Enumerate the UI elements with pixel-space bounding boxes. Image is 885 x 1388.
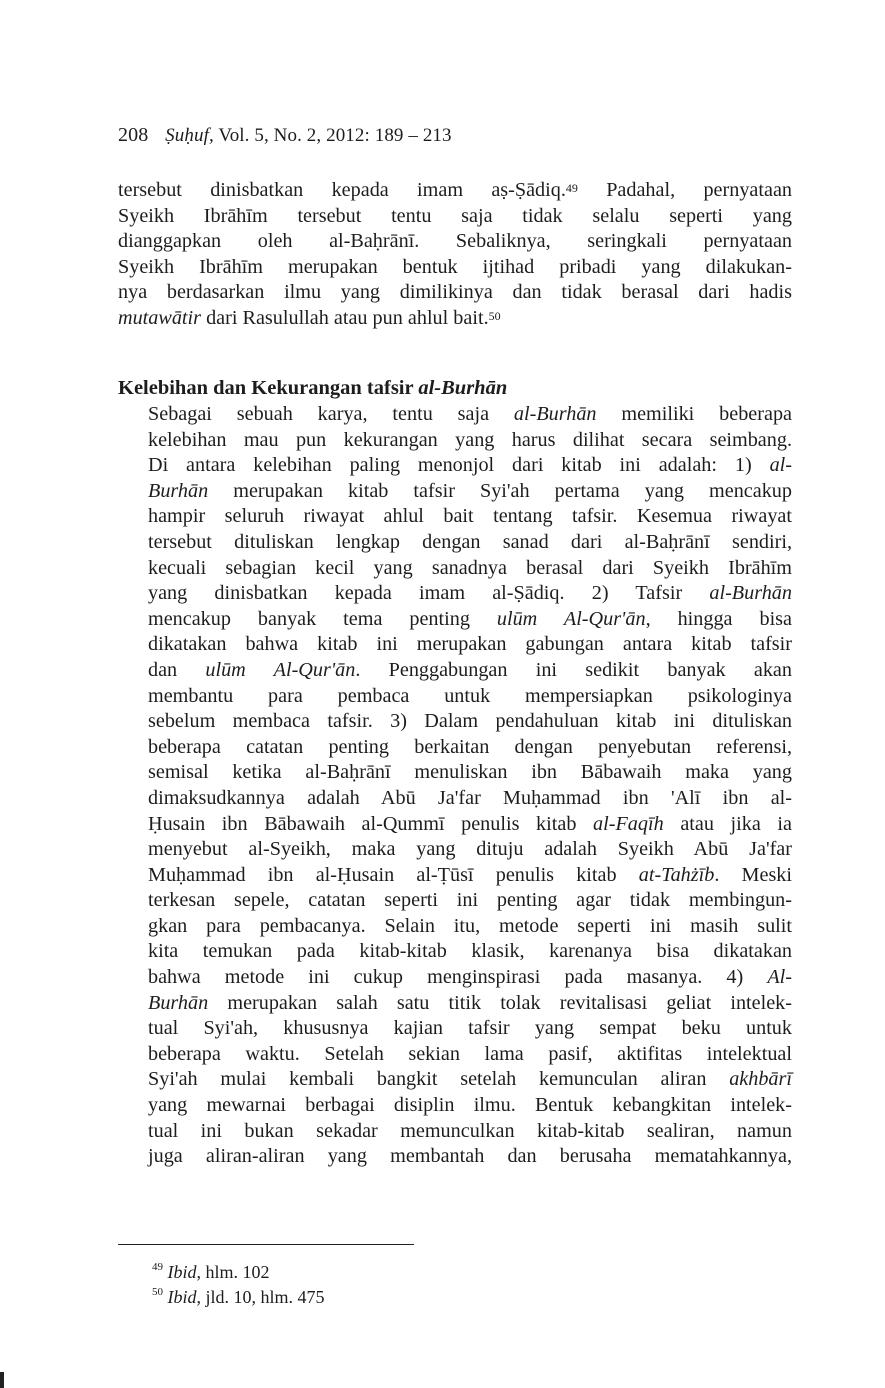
text-line: Sebagai sebuah karya, tentu saja al-Burhān memiliki beberapa [148, 403, 792, 425]
text-line: dianggapkan oleh al-Baḥrānī. Sebaliknya, seringkali pernyataan [118, 230, 792, 253]
journal-name: Ṣuḥuf, [165, 125, 214, 146]
text-line: mencakup banyak tema penting ulūm Al-Qur'ān, hingga bisa [148, 607, 792, 630]
text-line: Syeikh Ibrāhīm merupakan bentuk ijtihad pribadi yang dilakukan- [118, 255, 792, 278]
running-header [118, 124, 452, 147]
footnote-49: $^{49}$ Ibid, hlm. 102 [152, 1261, 270, 1282]
text-line: gkan para pembacanya. Selain itu, metode seperti ini masih sulit [148, 914, 792, 937]
text-line: dimaksudkannya adalah Abū Ja'far Muḥammad ibn 'Alī ibn al- [148, 786, 792, 809]
footnote-50: $^{50}$ Ibid, jld. 10, hlm. 475 [152, 1286, 325, 1307]
text-line: semisal ketika al-Baḥrānī menuliskan ibn Bābawaih maka yang [148, 761, 792, 784]
text-line: beberapa waktu. Setelah sekian lama pasif, aktifitas intelektual [148, 1042, 792, 1065]
text-line: mutawātir dari Rasulullah atau pun ahlul bait.$^{50}$ [118, 306, 501, 329]
scan-edge-mark [0, 1372, 4, 1388]
section-paragraph [118, 402, 792, 1170]
text-line: juga aliran-aliran yang membantah dan berusaha mematahkannya, [148, 1145, 792, 1168]
paragraph-continuation [118, 178, 792, 332]
text-line: hampir seluruh riwayat ahlul bait tentang tafsir. Kesemua riwayat [148, 505, 792, 528]
footnote-ref-50: 50 [488, 308, 501, 323]
text-line: tual ini bukan sekadar memunculkan kitab-kitab sealiran, namun [148, 1119, 792, 1142]
text-line: tual Syi'ah, khususnya kajian tafsir yang sempat beku untuk [148, 1017, 792, 1040]
footnote-ref-49: 49 [565, 181, 578, 195]
text-line: terkesan sepele, catatan seperti ini penting agar tidak membingun- [148, 889, 792, 912]
text-line: dikatakan bahwa kitab ini merupakan gabungan antara kitab tafsir [148, 633, 792, 656]
text-line: yang dinisbatkan kepada imam al-Ṣādiq. 2) Tafsir al-Burhān [148, 582, 792, 605]
text-line: kecuali sebagian kecil yang sanadnya berasal dari Syeikh Ibrāhīm [148, 556, 792, 579]
text-line: Syi'ah mulai kembali bangkit setelah kemunculan aliran akhbārī [148, 1068, 792, 1091]
text-line: Muḥammad ibn al-Ḥusain al-Ṭūsī penulis kitab at-Tahżīb. Meski [148, 863, 793, 886]
text-line: Burhān merupakan salah satu titik tolak revitalisasi geliat intelek- [148, 991, 792, 1014]
page-number: 208 [118, 124, 149, 146]
text-line: Syeikh Ibrāhīm tersebut tentu saja tidak selalu seperti yang [118, 204, 792, 227]
text-line: menyebut al-Syeikh, maka yang dituju adalah Syeikh Abū Ja'far [148, 838, 792, 861]
text-line: beberapa catatan penting berkaitan dengan penyebutan referensi, [148, 735, 792, 758]
text-line: nya berdasarkan ilmu yang dimilikinya dan tidak berasal dari hadis [118, 281, 792, 304]
text-line: tersebut dinisbatkan kepada imam aṣ-Ṣādiq.$^{49}$ Padahal, pernyataan [118, 179, 792, 201]
text-line: bahwa metode ini cukup menginspirasi pada masanya. 4) Al- [148, 966, 792, 989]
text-line: dan ulūm Al-Qur'ān. Penggabungan ini sedikit banyak akan [148, 658, 792, 681]
text-line: tersebut dituliskan lengkap dengan sanad dari al-Baḥrānī sendiri, [148, 530, 792, 553]
text-line: yang mewarnai berbagai disiplin ilmu. Bentuk kebangkitan intelek- [148, 1094, 792, 1117]
text-line: kelebihan mau pun kekurangan yang harus dilihat secara seimbang. [148, 428, 792, 451]
text-line: kita temukan pada kitab-kitab klasik, karenanya bisa dikatakan [148, 940, 792, 963]
text-line: membantu para pembaca untuk mempersiapkan psikologinya [148, 684, 792, 707]
section-heading: Kelebihan dan Kekurangan tafsir al-Burhān [118, 377, 508, 399]
text-line: Burhān merupakan kitab tafsir Syi'ah pertama yang mencakup [148, 479, 792, 502]
text-line: Ḥusain ibn Bābawaih al-Qummī penulis kitab al-Faqīh atau jika ia [148, 812, 792, 835]
journal-citation: Vol. 5, No. 2, 2012: 189 – 213 [218, 125, 452, 146]
text-line: Di antara kelebihan paling menonjol dari kitab ini adalah: 1) al- [148, 454, 792, 477]
footnote-divider [118, 1244, 414, 1245]
text-line: sebelum membaca tafsir. 3) Dalam pendahuluan kitab ini dituliskan [148, 710, 792, 733]
